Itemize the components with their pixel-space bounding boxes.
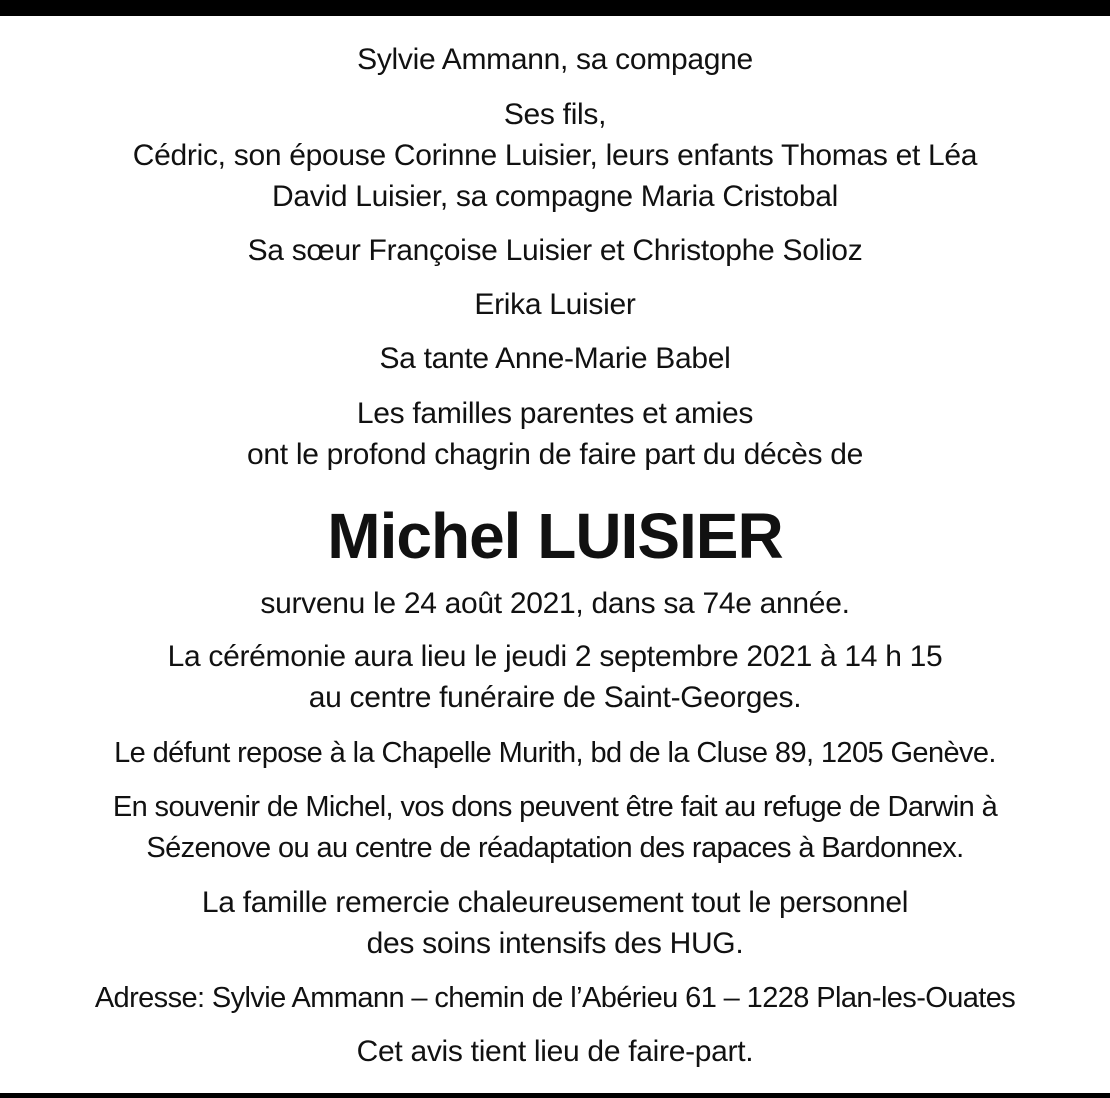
ceremony-line-1: La cérémonie aura lieu le jeudi 2 septembre 2021 à 14 h 15	[167, 640, 943, 673]
aunt-line: Sa tante Anne-Marie Babel	[379, 342, 731, 375]
son-line-1: Cédric, son épouse Corinne Luisier, leurs enfants Thomas et Léa	[132, 139, 978, 172]
extended-family-line-2: ont le profond chagrin de faire part du décès de	[246, 438, 864, 471]
closing-line: Cet avis tient lieu de faire-part.	[356, 1035, 754, 1068]
extended-family-line-1: Les familles parentes et amies	[356, 397, 754, 430]
thanks-line-2: des soins intensifs des HUG.	[366, 927, 744, 960]
relative-line: Erika Luisier	[474, 288, 636, 321]
sons-heading: Ses fils,	[503, 98, 607, 131]
son-line-2: David Luisier, sa compagne Maria Cristobal	[272, 180, 838, 213]
thanks-line-1: La famille remercie chaleureusement tout le personnel	[201, 886, 909, 919]
sister-line: Sa sœur Françoise Luisier et Christophe Solioz	[247, 234, 863, 267]
donations-line-1: En souvenir de Michel, vos dons peuvent être fait au refuge de Darwin à	[112, 791, 998, 823]
deceased-name: Michel LUISIER	[327, 500, 783, 572]
address-line: Adresse: Sylvie Ammann – chemin de l’Abérieu 61 – 1228 Plan-les-Ouates	[94, 982, 1016, 1014]
death-info: survenu le 24 août 2021, dans sa 74e année.	[260, 587, 850, 620]
ceremony-line-2: au centre funéraire de Saint-Georges.	[308, 681, 802, 714]
donations-line-2: Sézenove ou au centre de réadaptation des rapaces à Bardonnex.	[146, 832, 964, 864]
bottom-border-rule	[0, 1093, 1110, 1098]
partner-line: Sylvie Ammann, sa compagne	[357, 43, 753, 76]
repose-line: Le défunt repose à la Chapelle Murith, bd de la Cluse 89, 1205 Genève.	[114, 737, 996, 769]
